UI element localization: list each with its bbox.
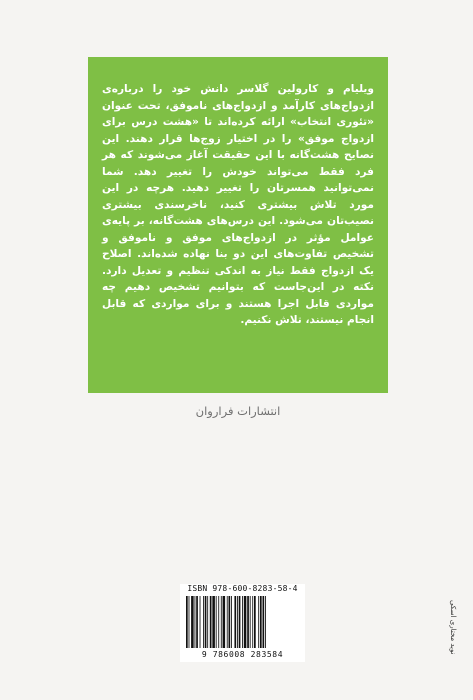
publisher-name: انتشارات فراروان [195,404,281,418]
blurb-text: ویلیام و کارولین گلاسر دانش خود را درباره‌ی ازدواج‌های کارآمد و ازدواج‌های ناموفق، تحت عنوان «تئوری انتخاب» ارائه کرده‌اند تا «هشت درس برای ازدواج موفق» را در اختیار زوج‌ها قرار دهند. این نصایح هشت‌گانه با این حقیقت آغاز می‌شوند که هر فرد فقط می‌تواند خودش را تغییر دهد. شما نمی‌توانید همسرتان را تغییر دهید. هرچه در این مورد تلاش بیشتری کنید، ناخرسندی بیشتری نصیب‌تان می‌شود. این درس‌های هشت‌گانه، بر پایه‌ی عوامل مؤثر در ازدواج‌های موفق و ناموفق و تشخیص تفاوت‌های این دو بنا نهاده شده‌اند. اصلاح یک ازدواج فقط نیاز به اندکی تنظیم و تعدیل دارد. نکته در این‌جاست که بتوانیم تشخیص دهیم چه مواردی قابل اجرا هستند و برای مواردی که قابل انجام نیستند، تلاش نکنیم. [102,83,374,326]
barcode-icon [184,596,301,648]
isbn-label: ISBN 978-600-8283-58-4 [187,584,298,593]
side-credit: نوید مختاری اسکی [449,600,457,655]
barcode-digits: 9 786008 283584 [201,650,284,659]
isbn-barcode-block [180,584,305,662]
blurb-panel [88,57,388,393]
